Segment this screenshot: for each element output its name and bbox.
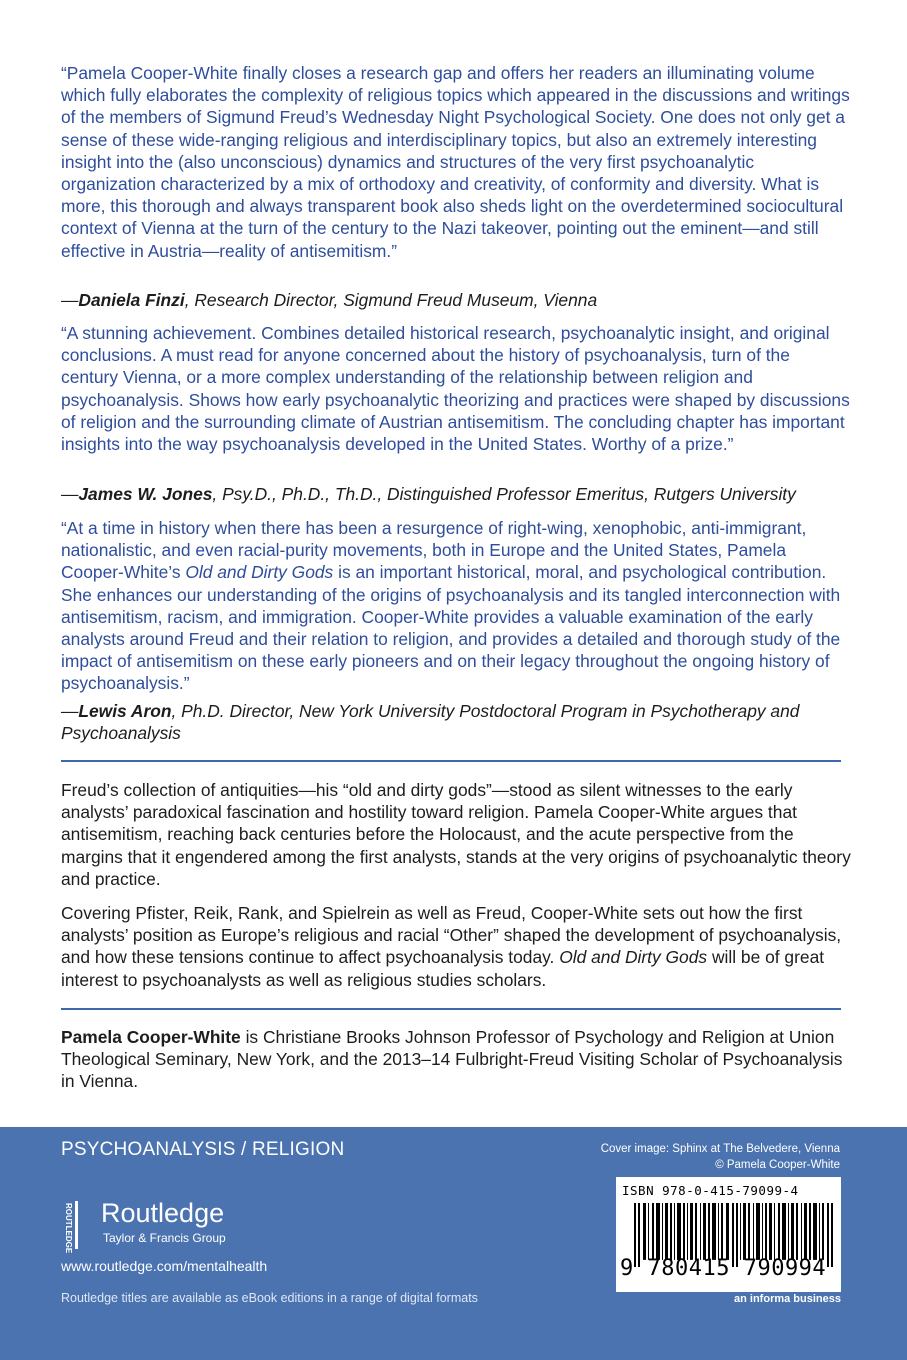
reviewer-name: Lewis Aron [78,701,172,721]
reviewer-name: Daniela Finzi [78,290,185,310]
author-bio: Pamela Cooper-White is Christiane Brooks Johnson Professor of Psychology and Religion at Union Theological Seminary, New York, and the 2013–14 Fulbright-Freud Visiting Scholar of Psychoanalysis in Vienna. [61,1027,843,1092]
description-paragraph: Covering Pfister, Reik, Rank, and Spielrein as well as Freud, Cooper-White sets out how the first analysts’ position as Europe’s religious and racial “Other” shaped the development of psychoanalysis, and how these tensions continue to affect psychoanalysis today. Old and Dirty Gods will be of great interest to psychoanalysts as well as religious studies scholars. [61,903,842,990]
author-name: Pamela Cooper-White [61,1027,241,1047]
book-title: Old and Dirty Gods [185,562,334,583]
review-attribution-finzi: —Daniela Finzi, Research Director, Sigmund Freud Museum, Vienna [61,290,598,310]
review-quote-aron: “At a time in history when there has been a resurgence of right-wing, xenophobic, anti-immigrant, nationalistic, and even racial-purity movements, both in Europe and the United States, Pamela Cooper-White’s Old and Dirty Gods is an important historical, moral, and psychological contribution. She enhances our understanding of the origins of psychoanalysis and its tangled interconnection with antisemitism, racism, and immigration. Cooper-White provides a valuable examination of the early analysts around Freud and their relation to religion, and provides a detailed and thorough study of the impact of antisemitism on these early pioneers and on their legacy throughout the ongoing history of psychoanalysis.” [61,518,841,694]
isbn-label: ISBN 978-0-415-79099-4 [622,1183,799,1198]
subject-category: PSYCHOANALYSIS / RELIGION [61,1139,345,1160]
publisher-logo [61,1197,281,1253]
review-quote-jones: “A stunning achievement. Combines detailed historical research, psychoanalytic insight, and original conclusions. A must read for anyone concerned about the history of psychoanalysis, turn of the century Vienna, or a more complex understanding of the relationship between religion and psychoanalysis. Shows how early psychoanalytic theorizing and practices were shaped by discussions of religion and the surrounding climate of Austrian antisemitism. The concluding chapter has important insights into the way psychoanalysis developed in the United States. Worthy of a prize.” [61,323,850,455]
description-paragraph: Freud’s collection of antiquities—his “old and dirty gods”—stood as silent witnesses to the early analysts’ paradoxical fascination and hostility toward religion. Pamela Cooper-White argues that antisemitism, reaching back centuries before the Holocaust, and the acute perspective from the margins that it engendered among the first analysts, stands at the very origins of psychoanalytic theory and practice. [61,780,851,889]
book-description [61,779,851,991]
informa-tagline: an informa business [734,1293,841,1305]
review-attribution-aron: —Lewis Aron, Ph.D. Director, New York University Postdoctoral Program in Psychotherapy and Psychoanalysis [61,701,800,744]
book-title: Old and Dirty Gods [559,947,708,968]
publisher-group: Taylor & Francis Group [103,1231,226,1245]
publisher-url: www.routledge.com/mentalhealth [61,1258,268,1274]
ebook-note: Routledge titles are available as eBook editions in a range of digital formats [61,1291,478,1305]
review-quote-finzi: “Pamela Cooper-White finally closes a research gap and offers her readers an illuminating volume which fully elaborates the complexity of religious topics which appeared in the discussions and writings of the members of Sigmund Freud’s Wednesday Night Psychological Society. One does not only get a sense of these wide-ranging religious and interdisciplinary topics, but also an extremely interesting insight into the (also unconscious) dynamics and structures of the very first psychoanalytic organization characterized by a mix of orthodoxy and creativity, of conformity and diversity. What is more, this thorough and always transparent book also sheds light on the overdetermined sociocultural context of Vienna at the turn of the century to the Nazi takeover, pointing out the eminent—and still effective in Austria—reality of antisemitism.” [61,63,850,261]
review-attribution-jones: —James W. Jones, Psy.D., Ph.D., Th.D., Distinguished Professor Emeritus, Rutgers University [61,484,796,504]
reviewer-name: James W. Jones [78,484,213,504]
isbn-barcode [616,1177,841,1292]
divider [61,1008,841,1010]
isbn-digits: 9 780415 790994 [620,1256,827,1281]
footer-band [0,1127,907,1360]
divider [61,760,841,762]
routledge-mark-icon: ROUTLEDGE [61,1201,91,1249]
cover-credit: Cover image: Sphinx at The Belvedere, Vienna © Pamela Cooper-White [600,1143,840,1171]
publisher-name: Routledge [101,1198,225,1228]
